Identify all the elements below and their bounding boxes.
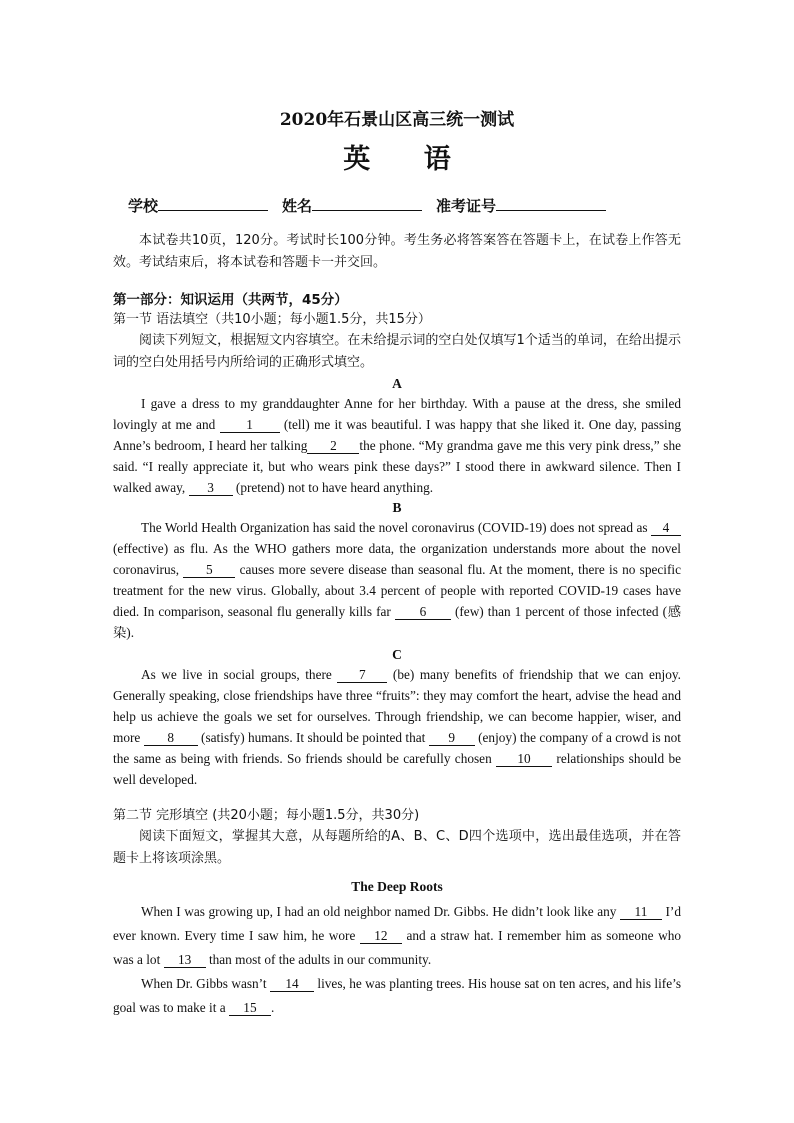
section2-directions: 阅读下面短文，掌握其大意，从每题所给的A、B、C、D四个选项中，选出最佳选项，并在答题卡上将该项涂黑。	[113, 829, 681, 866]
blank-14[interactable]: 14	[270, 976, 314, 992]
school-label: 学校	[128, 197, 159, 215]
cloze-text: than most of the adults in our community.	[208, 952, 432, 967]
name-blank[interactable]	[312, 194, 422, 211]
subject-title: 英 语	[343, 144, 473, 175]
cloze-text: When Dr. Gibbs wasn’t	[141, 976, 267, 991]
blank-10[interactable]: 10	[496, 751, 552, 767]
cloze-text: and a straw hat. I remember him as someone who was a lot	[113, 928, 682, 967]
blank-13[interactable]: 13	[164, 952, 206, 968]
name-label: 姓名	[282, 197, 313, 215]
passage-c-text: relationships should be well developed.	[113, 751, 681, 787]
cloze-passage-title: The Deep Roots	[351, 879, 443, 894]
name-field[interactable]	[282, 194, 422, 218]
passage-a-text: I gave a dress to my granddaughter Anne for her birthday. With a pause at the dress, she smiled lovingly at me and	[113, 396, 681, 432]
cloze-text: lives, he was planting trees. His house sat on ten acres, and his life’s goal was to make it a	[113, 976, 681, 1015]
student-info-row	[128, 194, 681, 218]
passage-b-label: B	[392, 500, 402, 515]
passage-c-text: As we live in social groups, there	[141, 667, 332, 682]
passage-b-text: The World Health Organization has said the novel coronavirus (COVID-19) does not spread as	[141, 520, 648, 535]
passage-c-text: (be) many benefits of friendship that we can enjoy. Generally speaking, close friendships have three “fruits”: they may comfort the heart, advise the head and help us achieve the goals we set for ourselves. Through friendship, we can become happier, wiser, and more	[113, 667, 682, 745]
blank-9[interactable]: 9	[429, 730, 475, 746]
blank-1[interactable]: 1	[220, 417, 280, 433]
cloze-text: I’d ever known. Every time I saw him, he wore	[113, 904, 682, 943]
passage-a-text: (tell) me it was beautiful. I was happy that she liked it. One day, passing Anne’s bedroom, I heard her talking	[113, 417, 682, 453]
blank-15[interactable]: 15	[229, 1000, 271, 1016]
blank-6[interactable]: 6	[395, 604, 451, 620]
passage-b-text: (effective) as flu. As the WHO gathers more data, the organization understands more about the novel coronavirus,	[113, 541, 681, 577]
passage-c-text: (satisfy) humans. It should be pointed that	[201, 730, 426, 745]
passage-a-text: (pretend) not to have heard anything.	[235, 480, 434, 495]
school-field[interactable]	[128, 194, 268, 218]
section2-title: 第二节 完形填空 (共20小题；每小题1.5分，共30分)	[113, 808, 420, 823]
blank-11[interactable]: 11	[620, 904, 662, 920]
section1-title: 第一节 语法填空（共10小题；每小题1.5分，共15分）	[113, 312, 431, 327]
exam-title: 2020年石景山区高三统一测试	[279, 110, 515, 130]
blank-4[interactable]: 4	[651, 520, 681, 536]
blank-5[interactable]: 5	[183, 562, 235, 578]
passage-b-text: causes more severe disease than seasonal flu. At the moment, there is no specific treatment for the new virus. Globally, about 3.4 percent of people with reported COVID-19 cases have died. In comparison, seasonal flu generally kills far	[113, 562, 682, 619]
cloze-text: When I was growing up, I had an old neighbor named Dr. Gibbs. He didn’t look like any	[141, 904, 617, 919]
passage-b	[113, 517, 681, 643]
passage-a-label: A	[392, 376, 402, 391]
passage-c-label: C	[392, 647, 402, 662]
id-blank[interactable]	[496, 194, 606, 211]
cloze-paragraph-2	[113, 972, 681, 1020]
id-label: 准考证号	[436, 197, 497, 215]
blank-7[interactable]: 7	[337, 667, 387, 683]
blank-2[interactable]: 2	[307, 438, 359, 454]
cloze-paragraph-1	[113, 900, 681, 972]
school-blank[interactable]	[158, 194, 268, 211]
blank-12[interactable]: 12	[360, 928, 402, 944]
passage-a-text: the phone. “My grandma gave me this very pink dress,” she said. “I really appreciate it, but who wears pink these days?” I stood there in awkward silence. Then I walked away,	[113, 438, 681, 495]
part1-title: 第一部分：知识运用（共两节，45分）	[113, 292, 348, 308]
blank-8[interactable]: 8	[144, 730, 198, 746]
blank-3[interactable]: 3	[189, 480, 233, 496]
passage-b-text: (few) than 1 percent of those infected (感染).	[113, 604, 682, 640]
passage-c	[113, 664, 681, 790]
passage-a	[113, 393, 681, 498]
passage-c-text: (enjoy) the company of a crowd is not the same as being with friends. So friends should be carefully chosen	[113, 730, 681, 766]
id-field[interactable]	[436, 194, 606, 218]
cloze-text: .	[270, 1000, 275, 1015]
section1-directions: 阅读下列短文，根据短文内容填空。在未给提示词的空白处仅填写1个适当的单词，在给出提示词的空白处用括号内所给词的正确形式填空。	[113, 333, 681, 370]
exam-instructions: 本试卷共10页，120分。考试时长100分钟。考生务必将答案答在答题卡上，在试卷上作答无效。考试结束后，将本试卷和答题卡一并交回。	[113, 233, 681, 270]
